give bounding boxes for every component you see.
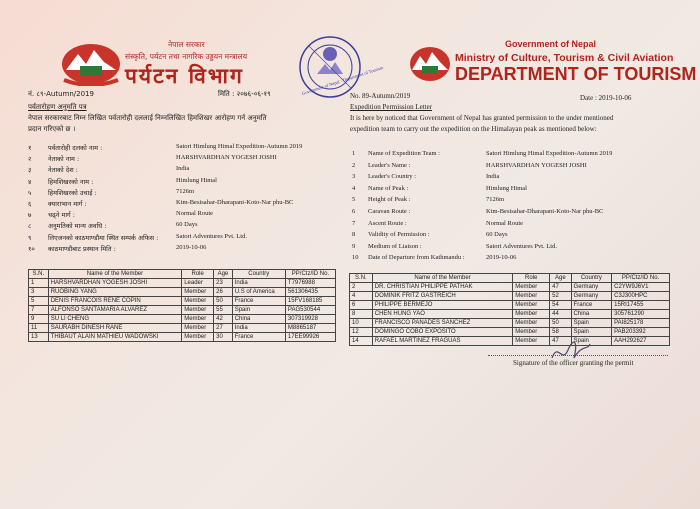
field-label: Leader's Name : — [368, 161, 411, 169]
table-cell: 55 — [214, 306, 233, 315]
field-label: पर्वतारोही दलको नाम : — [48, 144, 103, 152]
field-value: Satori Adventures Pvt. Ltd. — [486, 242, 557, 250]
table-cell: 23 — [214, 279, 233, 288]
table-cell: 50 — [550, 319, 571, 328]
field-value: 7126m — [176, 187, 195, 195]
field-num: 8 — [352, 231, 356, 239]
table-cell: DOMINIK FRITZ GASTREICH — [372, 292, 512, 301]
table-cell: Spain — [571, 337, 612, 346]
field-value: 7126m — [486, 196, 505, 204]
header-right-ref: No. 89-Autumn/2019 — [350, 92, 411, 100]
table-header-cell: Name of the Member — [372, 274, 512, 283]
table-header-cell: PP/Ctz/ID No. — [285, 270, 335, 279]
field-num: १० — [28, 244, 35, 253]
table-cell: PHILIPPE BERMEJO — [372, 301, 512, 310]
table-header-cell: S.N. — [29, 270, 49, 279]
header-left-line2: संस्कृति, पर्यटन तथा नागरिक उड्डयन मन्त्रालय — [125, 52, 248, 61]
nepal-emblem-icon-right — [408, 44, 452, 84]
field-num: 4 — [352, 184, 356, 192]
field-label: काठमाण्डौबाट प्रस्थान मिति : — [48, 244, 116, 253]
table-cell: France — [232, 333, 285, 342]
field-value: 60 Days — [486, 231, 508, 239]
field-value: Himlung Himal — [176, 176, 217, 184]
table-cell: Member — [182, 306, 214, 315]
header-left-line1: नेपाल सरकार — [168, 40, 205, 49]
table-cell: 15RI17455 — [612, 301, 670, 310]
table-cell: HARSHVARDHAN YOGESH JOSHI — [48, 279, 182, 288]
table-row — [350, 337, 670, 346]
field-label: Validity of Permission : — [368, 231, 430, 239]
table-cell: India — [232, 279, 285, 288]
table-row — [350, 292, 670, 301]
table-header-cell: Role — [513, 274, 550, 283]
table-cell: FRANCISCO PANADES SANCHEZ — [372, 319, 512, 328]
header-right-line2: Ministry of Culture, Tourism & Civil Aviation — [455, 52, 674, 64]
table-cell: SU LI CHENG — [48, 315, 182, 324]
field-value: 2019-10-06 — [176, 243, 207, 251]
table-cell: Member — [182, 333, 214, 342]
field-num: 6 — [352, 208, 356, 215]
table-cell: 14 — [350, 337, 373, 346]
table-cell: Member — [513, 292, 550, 301]
table-cell: DR. CHRISTIAN PHILIPPE PATHAK — [372, 283, 512, 292]
table-cell: PAI825178 — [612, 319, 670, 328]
table-cell: China — [232, 315, 285, 324]
letter-right-heading: Expedition Permission Letter — [350, 103, 433, 111]
table-cell: DENIS FRANCOIS RENE COPIN — [48, 297, 182, 306]
table-cell: 4 — [350, 292, 373, 301]
letter-left-body1: नेपाल सरकारबाट निम्न लिखित पर्वतारोही दललाई निम्नलिखित हिमशिखर आरोहण गर्न अनुमति — [28, 114, 267, 122]
table-row — [350, 328, 670, 337]
field-num: ९ — [28, 233, 32, 242]
field-label: Leader's Country : — [368, 173, 417, 181]
field-num: 5 — [352, 196, 356, 204]
table-cell: 7 — [29, 306, 49, 315]
seal-text: Government of Nepal · Department of Tourism — [301, 64, 384, 97]
table-cell: PAG530544 — [285, 306, 335, 315]
table-row — [29, 279, 336, 288]
table-cell: 47 — [550, 337, 571, 346]
field-num: १ — [28, 144, 32, 152]
table-cell: 15FV168185 — [285, 297, 335, 306]
header-left-title: पर्यटन विभाग — [125, 64, 244, 88]
table-cell: Member — [182, 315, 214, 324]
field-value: Satori Himlung Himal Expedition-Autumn 2019 — [486, 150, 613, 157]
table-cell: 58 — [550, 328, 571, 337]
field-value: 60 Days — [176, 221, 198, 229]
field-value: 2019-10-06 — [486, 254, 517, 262]
header-right-title: DEPARTMENT OF TOURISM — [455, 64, 697, 84]
field-num: 1 — [352, 150, 356, 157]
table-row — [29, 297, 336, 306]
signature-caption: Signature of the officer granting the permit — [513, 359, 634, 367]
table-cell: Member — [513, 319, 550, 328]
table-row — [29, 306, 336, 315]
table-row — [350, 283, 670, 292]
field-label: अनुमतिको मान्य अवधि : — [48, 222, 107, 231]
field-num: ५ — [28, 188, 32, 197]
table-cell: 17EE99926 — [285, 333, 335, 342]
header-right-date: Date : 2019-10-06 — [580, 94, 632, 102]
table-cell: PAB203392 — [612, 328, 670, 337]
table-header-cell: Age — [550, 274, 571, 283]
table-row — [29, 288, 336, 297]
field-label: नेताको देश : — [48, 166, 78, 175]
field-num: 10 — [352, 254, 359, 262]
table-cell: C3J300HPC — [612, 292, 670, 301]
table-cell: France — [571, 301, 612, 310]
table-row — [29, 324, 336, 333]
table-cell: Leader — [182, 279, 214, 288]
table-cell: DOMINGO COBO EXPOSITO — [372, 328, 512, 337]
table-header-cell: S.N. — [350, 274, 373, 283]
field-value: Himlung Himal — [486, 184, 527, 192]
table-cell: Member — [513, 283, 550, 292]
table-cell: France — [232, 297, 285, 306]
table-row — [29, 315, 336, 324]
field-label: क्याराभान मार्ग : — [48, 200, 87, 208]
table-cell: Germany — [571, 283, 612, 292]
table-cell: 8 — [350, 310, 373, 319]
table-row — [350, 319, 670, 328]
field-value: HARSHVARDHAN YOGESH JOSHI — [486, 161, 587, 169]
table-cell: RUOBING YANG — [48, 288, 182, 297]
table-header-cell: PP/Ctz/ID No. — [612, 274, 670, 283]
table-row — [350, 310, 670, 319]
table-header-cell: Name of the Member — [48, 270, 182, 279]
table-cell: 44 — [550, 310, 571, 319]
table-cell: 11 — [29, 324, 49, 333]
table-cell: THIBAUT ALAIN MATHIEU WADOWSKI — [48, 333, 182, 342]
field-num: ३ — [28, 166, 32, 175]
field-value: Ktm-Besisahar-Dharapani-Koto-Nar phu-BC — [176, 199, 294, 206]
nepal-emblem-icon — [60, 40, 122, 86]
table-cell: 54 — [550, 301, 571, 310]
header-left-date: मिति : २०७६-०६-१९ — [218, 90, 271, 98]
table-cell: 561306435 — [285, 288, 335, 297]
letter-left-heading: पर्वतारोहण अनुमति पत्र — [28, 103, 87, 111]
table-cell: 10 — [350, 319, 373, 328]
field-label: चढ्ने मार्ग : — [48, 211, 75, 220]
table-cell: 27 — [214, 324, 233, 333]
field-value: India — [486, 173, 500, 181]
table-cell: U.S of America — [232, 288, 285, 297]
letter-left-body2: प्रदान गरिएको छ । — [28, 125, 76, 133]
table-cell: T7976988 — [285, 279, 335, 288]
table-header-cell: Country — [232, 270, 285, 279]
table-cell: 9 — [29, 315, 49, 324]
table-cell: RAFAEL MARTINEZ FRAGUAS — [372, 337, 512, 346]
field-num: ६ — [28, 200, 32, 208]
table-cell: Member — [513, 301, 550, 310]
table-cell: CHEN HUNG YAO — [372, 310, 512, 319]
table-cell: 305761290 — [612, 310, 670, 319]
field-label: Ascent Route : — [368, 219, 407, 227]
members-table-left — [28, 269, 336, 342]
table-cell: 13 — [29, 333, 49, 342]
field-value: India — [176, 165, 190, 173]
table-cell: 50 — [214, 297, 233, 306]
table-cell: Germany — [571, 292, 612, 301]
table-cell: 30 — [214, 333, 233, 342]
field-label: Date of Departure from Kathmandu : — [368, 254, 465, 262]
table-cell: Member — [182, 288, 214, 297]
table-cell: India — [232, 324, 285, 333]
field-label: Name of Expedition Team : — [368, 150, 440, 157]
field-label: लिएजनको काठमाण्डौमा स्थित सम्पर्क अफिस : — [48, 233, 159, 242]
field-label: हिमशिखरको उचाई : — [48, 188, 97, 197]
table-cell: M8865187 — [285, 324, 335, 333]
table-cell: Member — [182, 324, 214, 333]
letter-right-body2: expedition team to carry out the expedition on the Himalayan peak as mentioned below: — [350, 125, 597, 133]
field-value: Satori Adventures Pvt. Ltd. — [176, 232, 247, 240]
field-label: Height of Peak : — [368, 196, 411, 204]
table-cell: Spain — [232, 306, 285, 315]
table-cell: C2YW9J6V1 — [612, 283, 670, 292]
table-header-cell: Age — [214, 270, 233, 279]
field-value: Normal Route — [486, 219, 524, 227]
table-header-cell: Role — [182, 270, 214, 279]
header-left-ref: नं. ८९-Autumn/2019 — [28, 90, 94, 98]
table-cell: Member — [182, 297, 214, 306]
table-cell: 26 — [214, 288, 233, 297]
table-cell: 1 — [29, 279, 49, 288]
table-header-cell: Country — [571, 274, 612, 283]
field-label: Caravan Route : — [368, 208, 411, 215]
table-cell: 12 — [350, 328, 373, 337]
field-label: नेताको नाम : — [48, 155, 80, 164]
table-cell: 52 — [550, 292, 571, 301]
letter-right-body1: It is here by noticed that Government of Nepal has granted permission to the under mentioned — [350, 114, 614, 122]
field-num: 2 — [352, 161, 356, 169]
field-num: २ — [28, 155, 32, 164]
table-cell: 2 — [350, 283, 373, 292]
table-cell: Member — [513, 328, 550, 337]
table-cell: AAH292627 — [612, 337, 670, 346]
table-cell: SAURABH DINESH RANE — [48, 324, 182, 333]
field-num: 3 — [352, 173, 356, 181]
field-value: Normal Route — [176, 210, 214, 218]
table-cell: 3 — [29, 288, 49, 297]
table-cell: 42 — [214, 315, 233, 324]
table-cell: 47 — [550, 283, 571, 292]
table-row — [29, 333, 336, 342]
field-value: Satori Himlung Himal Expedition-Autumn 2019 — [176, 143, 303, 150]
table-cell: 5 — [29, 297, 49, 306]
field-label: हिमशिखरको नाम : — [48, 177, 94, 186]
table-cell: China — [571, 310, 612, 319]
field-num: ४ — [28, 177, 32, 186]
field-label: Medium of Liaison : — [368, 242, 422, 250]
table-row — [350, 301, 670, 310]
table-cell: 307319928 — [285, 315, 335, 324]
table-cell: Member — [513, 337, 550, 346]
table-cell: ALFONSO SANTAMARIA ALVAREZ — [48, 306, 182, 315]
field-value: HARSHVARDHAN YOGESH JOSHI — [176, 154, 277, 162]
table-cell: Spain — [571, 319, 612, 328]
field-value: Ktm-Besisahar-Dharapani-Koto-Nar phu-BC — [486, 208, 604, 215]
field-num: ८ — [28, 222, 32, 231]
members-table-right — [349, 273, 670, 346]
table-cell: 6 — [350, 301, 373, 310]
header-right-line1: Government of Nepal — [505, 39, 597, 49]
field-label: Name of Peak : — [368, 184, 409, 192]
field-num: 9 — [352, 242, 356, 250]
table-cell: Spain — [571, 328, 612, 337]
field-num: ७ — [28, 211, 32, 220]
field-num: 7 — [352, 219, 356, 227]
table-cell: Member — [513, 310, 550, 319]
